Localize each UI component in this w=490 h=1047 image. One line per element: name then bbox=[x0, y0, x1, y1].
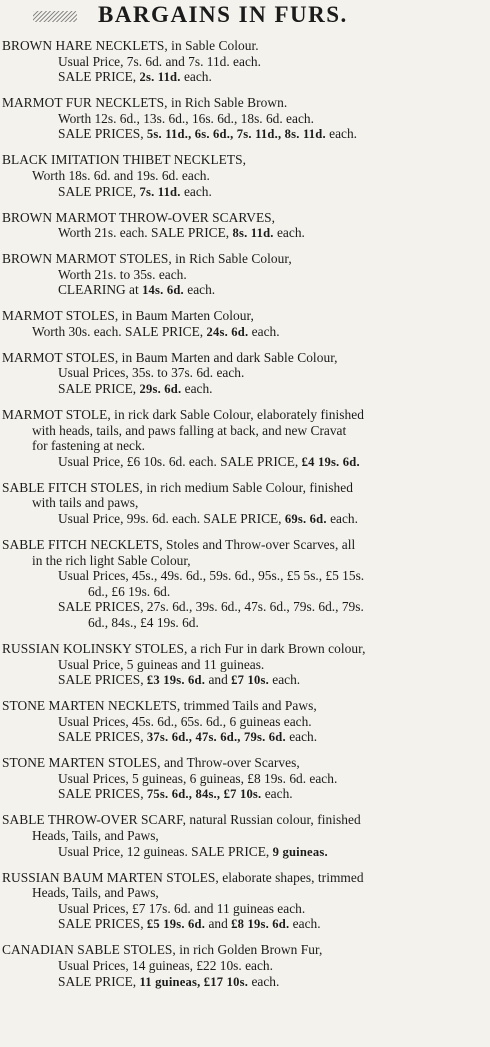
listing-price-line bbox=[0, 111, 490, 127]
sale-price-value: £5 19s. 6d. bbox=[146, 917, 206, 932]
listing-price-line bbox=[0, 657, 490, 673]
listing-heading: RUSSIAN BAUM MARTEN STOLES, elaborate shapes, trimmed bbox=[2, 869, 364, 885]
listing-price-line bbox=[0, 126, 490, 142]
listing-price-line bbox=[0, 168, 490, 184]
ornament-decoration bbox=[33, 11, 77, 22]
listing-heading: CANADIAN SABLE STOLES, in rich Golden Brown Fur, bbox=[2, 942, 323, 958]
price-text: SALE PRICE, bbox=[58, 183, 140, 199]
price-text: each. bbox=[180, 183, 212, 199]
sale-price-value: 7s. 11d. bbox=[139, 184, 181, 199]
listing-price-line bbox=[0, 958, 490, 974]
price-text: Worth 12s. 6d., 13s. 6d., 16s. 6d., 18s. 6d. each. bbox=[58, 110, 314, 126]
fur-listing bbox=[0, 698, 490, 745]
price-text: and bbox=[205, 672, 232, 688]
listing-price-line bbox=[0, 615, 490, 631]
listing-price-line bbox=[0, 771, 490, 787]
fur-listing bbox=[0, 350, 490, 397]
listing-price-line bbox=[0, 423, 490, 439]
sale-price-value: 2s. 11d. bbox=[139, 70, 181, 85]
price-text: each. bbox=[248, 973, 280, 989]
price-text: Usual Prices, 5 guineas, 6 guineas, £8 19s. 6d. each. bbox=[58, 770, 338, 786]
listing-price-line bbox=[0, 844, 490, 860]
fur-listing bbox=[0, 152, 490, 199]
price-text: Worth 21s. each. SALE PRICE, bbox=[58, 225, 233, 241]
sale-price-value: 29s. 6d. bbox=[139, 382, 182, 397]
price-text: SALE PRICES, bbox=[58, 916, 147, 932]
price-text: each. bbox=[326, 510, 358, 526]
sale-price-value: 8s. 11d. bbox=[232, 226, 274, 241]
listing-heading: STONE MARTEN NECKLETS, trimmed Tails and Paws, bbox=[2, 698, 317, 714]
fur-listing bbox=[0, 755, 490, 802]
listing-price-line bbox=[0, 454, 490, 470]
listing-price-line bbox=[0, 324, 490, 340]
listing-price-line bbox=[0, 267, 490, 283]
listing-price-line bbox=[0, 225, 490, 241]
listing-price-line bbox=[0, 568, 490, 584]
price-text: Heads, Tails, and Paws, bbox=[32, 828, 159, 844]
listing-price-line bbox=[0, 184, 490, 200]
price-text: SALE PRICES, bbox=[58, 786, 147, 802]
advert-title: BARGAINS IN FURS. bbox=[98, 2, 348, 27]
price-text: for fastening at neck. bbox=[32, 438, 146, 454]
price-text: each. bbox=[273, 225, 305, 241]
price-text: and bbox=[205, 916, 232, 932]
fur-listings bbox=[0, 38, 490, 1000]
listing-price-line bbox=[0, 69, 490, 85]
price-text: Worth 21s. to 35s. each. bbox=[58, 266, 187, 282]
advert-header bbox=[0, 2, 490, 34]
price-text: Usual Price, £6 10s. 6d. each. SALE PRICE, bbox=[58, 453, 302, 469]
fur-listing bbox=[0, 407, 490, 469]
listing-price-line bbox=[0, 553, 490, 569]
sale-price-value: £7 10s. bbox=[231, 673, 269, 688]
sale-price-value: 69s. 6d. bbox=[284, 511, 327, 526]
listing-price-line bbox=[0, 438, 490, 454]
fur-listing bbox=[0, 812, 490, 859]
listing-price-line bbox=[0, 828, 490, 844]
listing-price-line bbox=[0, 672, 490, 688]
price-text: SALE PRICE, bbox=[58, 69, 140, 85]
listing-heading: MARMOT STOLES, in Baum Marten Colour, bbox=[2, 308, 254, 324]
listing-price-line bbox=[0, 495, 490, 511]
price-text: each. bbox=[289, 916, 321, 932]
listing-price-line bbox=[0, 714, 490, 730]
listing-heading: RUSSIAN KOLINSKY STOLES, a rich Fur in dark Brown colour, bbox=[2, 640, 366, 656]
price-text: each. bbox=[261, 786, 293, 802]
price-text: Usual Price, 12 guineas. SALE PRICE, bbox=[58, 843, 273, 859]
price-text: Usual Prices, 45s. 6d., 65s. 6d., 6 guineas each. bbox=[58, 713, 312, 729]
listing-heading: BLACK IMITATION THIBET NECKLETS, bbox=[2, 152, 247, 168]
listing-price-line bbox=[0, 974, 490, 990]
price-text: Usual Prices, 45s., 49s. 6d., 59s. 6d., 95s., £5 5s., £5 15s. bbox=[58, 568, 365, 584]
listing-heading: BROWN MARMOT STOLES, in Rich Sable Colour, bbox=[2, 251, 292, 267]
fur-listing bbox=[0, 251, 490, 298]
price-text: Usual Prices, 35s. to 37s. 6d. each. bbox=[58, 365, 245, 381]
listing-price-line bbox=[0, 365, 490, 381]
price-text: each. bbox=[285, 729, 318, 745]
listing-price-line bbox=[0, 916, 490, 932]
price-text: SALE PRICES, bbox=[58, 126, 147, 142]
listing-price-line bbox=[0, 584, 490, 600]
listing-heading: STONE MARTEN STOLES, and Throw-over Scarves, bbox=[2, 755, 300, 771]
listing-price-line bbox=[0, 599, 490, 615]
price-text: CLEARING at bbox=[58, 282, 143, 298]
sale-price-value: £3 19s. 6d. bbox=[146, 673, 206, 688]
sale-price-value: 9 guineas. bbox=[272, 844, 328, 859]
price-text: SALE PRICES, bbox=[58, 729, 147, 745]
price-text: each. bbox=[248, 323, 280, 339]
price-text: Worth 18s. 6d. and 19s. 6d. each. bbox=[32, 167, 210, 183]
listing-price-line bbox=[0, 885, 490, 901]
listing-price-line bbox=[0, 729, 490, 745]
price-text: Usual Price, 99s. 6d. each. SALE PRICE, bbox=[58, 510, 285, 526]
price-text: Usual Prices, 14 guineas, £22 10s. each. bbox=[58, 957, 273, 973]
price-text: each. bbox=[183, 282, 216, 298]
price-text: SALE PRICE, bbox=[58, 973, 140, 989]
listing-price-line bbox=[0, 282, 490, 298]
sale-price-value: £8 19s. 6d. bbox=[231, 917, 290, 932]
sale-price-value: 5s. 11d., 6s. 6d., 7s. 11d., 8s. 11d. bbox=[146, 127, 326, 142]
fur-listing bbox=[0, 210, 490, 241]
price-text: SALE PRICES, bbox=[58, 672, 147, 688]
sale-price-value: 11 guineas, £17 10s. bbox=[139, 974, 249, 989]
sale-price-value: £4 19s. 6d. bbox=[301, 454, 360, 469]
listing-price-line bbox=[0, 381, 490, 397]
price-text: each. bbox=[325, 126, 358, 142]
listing-price-line bbox=[0, 786, 490, 802]
price-text: Usual Price, 7s. 6d. and 7s. 11d. each. bbox=[58, 53, 261, 69]
listing-heading: SABLE FITCH NECKLETS, Stoles and Throw-over Scarves, all bbox=[2, 536, 356, 552]
fur-listing bbox=[0, 308, 490, 339]
fur-listing bbox=[0, 95, 490, 142]
price-text: SALE PRICE, bbox=[58, 381, 140, 397]
listing-heading: BROWN HARE NECKLETS, in Sable Colour. bbox=[2, 38, 259, 53]
listing-heading: SABLE FITCH STOLES, in rich medium Sable Colour, finished bbox=[2, 479, 353, 495]
fur-listing bbox=[0, 641, 490, 688]
listing-heading: BROWN MARMOT THROW-OVER SCARVES, bbox=[2, 209, 276, 225]
listing-price-line bbox=[0, 511, 490, 527]
price-text: each. bbox=[180, 69, 212, 85]
price-text: Usual Prices, £7 17s. 6d. and 11 guineas each. bbox=[58, 900, 306, 916]
sale-price-value: 24s. 6d. bbox=[206, 324, 249, 339]
price-text: with heads, tails, and paws falling at back, and new Cravat bbox=[32, 422, 347, 438]
fur-listing bbox=[0, 870, 490, 932]
price-text: Worth 30s. each. SALE PRICE, bbox=[32, 323, 207, 339]
sale-price-value: 75s. 6d., 84s., £7 10s. bbox=[146, 787, 262, 802]
price-text: with tails and paws, bbox=[32, 495, 139, 511]
sale-price-value: 37s. 6d., 47s. 6d., 79s. 6d. bbox=[146, 730, 286, 745]
listing-heading: MARMOT FUR NECKLETS, in Rich Sable Brown. bbox=[2, 95, 288, 111]
listing-price-line bbox=[0, 901, 490, 917]
listing-heading: MARMOT STOLES, in Baum Marten and dark Sable Colour, bbox=[2, 349, 338, 365]
price-text: in the rich light Sable Colour, bbox=[32, 552, 191, 568]
listing-price-line bbox=[0, 54, 490, 70]
price-text: SALE PRICES, 27s. 6d., 39s. 6d., 47s. 6d., 79s. 6d., 79s. bbox=[58, 599, 364, 615]
price-text: 6d., 84s., £4 19s. 6d. bbox=[88, 614, 199, 630]
price-text: Usual Price, 5 guineas and 11 guineas. bbox=[58, 656, 265, 672]
fur-listing bbox=[0, 537, 490, 631]
listing-heading: SABLE THROW-OVER SCARF, natural Russian colour, finished bbox=[2, 812, 361, 828]
fur-listing bbox=[0, 480, 490, 527]
price-text: each. bbox=[181, 381, 213, 397]
price-text: Heads, Tails, and Paws, bbox=[32, 885, 159, 901]
fur-listing bbox=[0, 38, 490, 85]
price-text: each. bbox=[268, 672, 301, 688]
sale-price-value: 14s. 6d. bbox=[142, 283, 184, 298]
price-text: 6d., £6 19s. 6d. bbox=[88, 583, 171, 599]
listing-heading: MARMOT STOLE, in rick dark Sable Colour, elaborately finished bbox=[2, 407, 365, 423]
fur-listing bbox=[0, 942, 490, 989]
